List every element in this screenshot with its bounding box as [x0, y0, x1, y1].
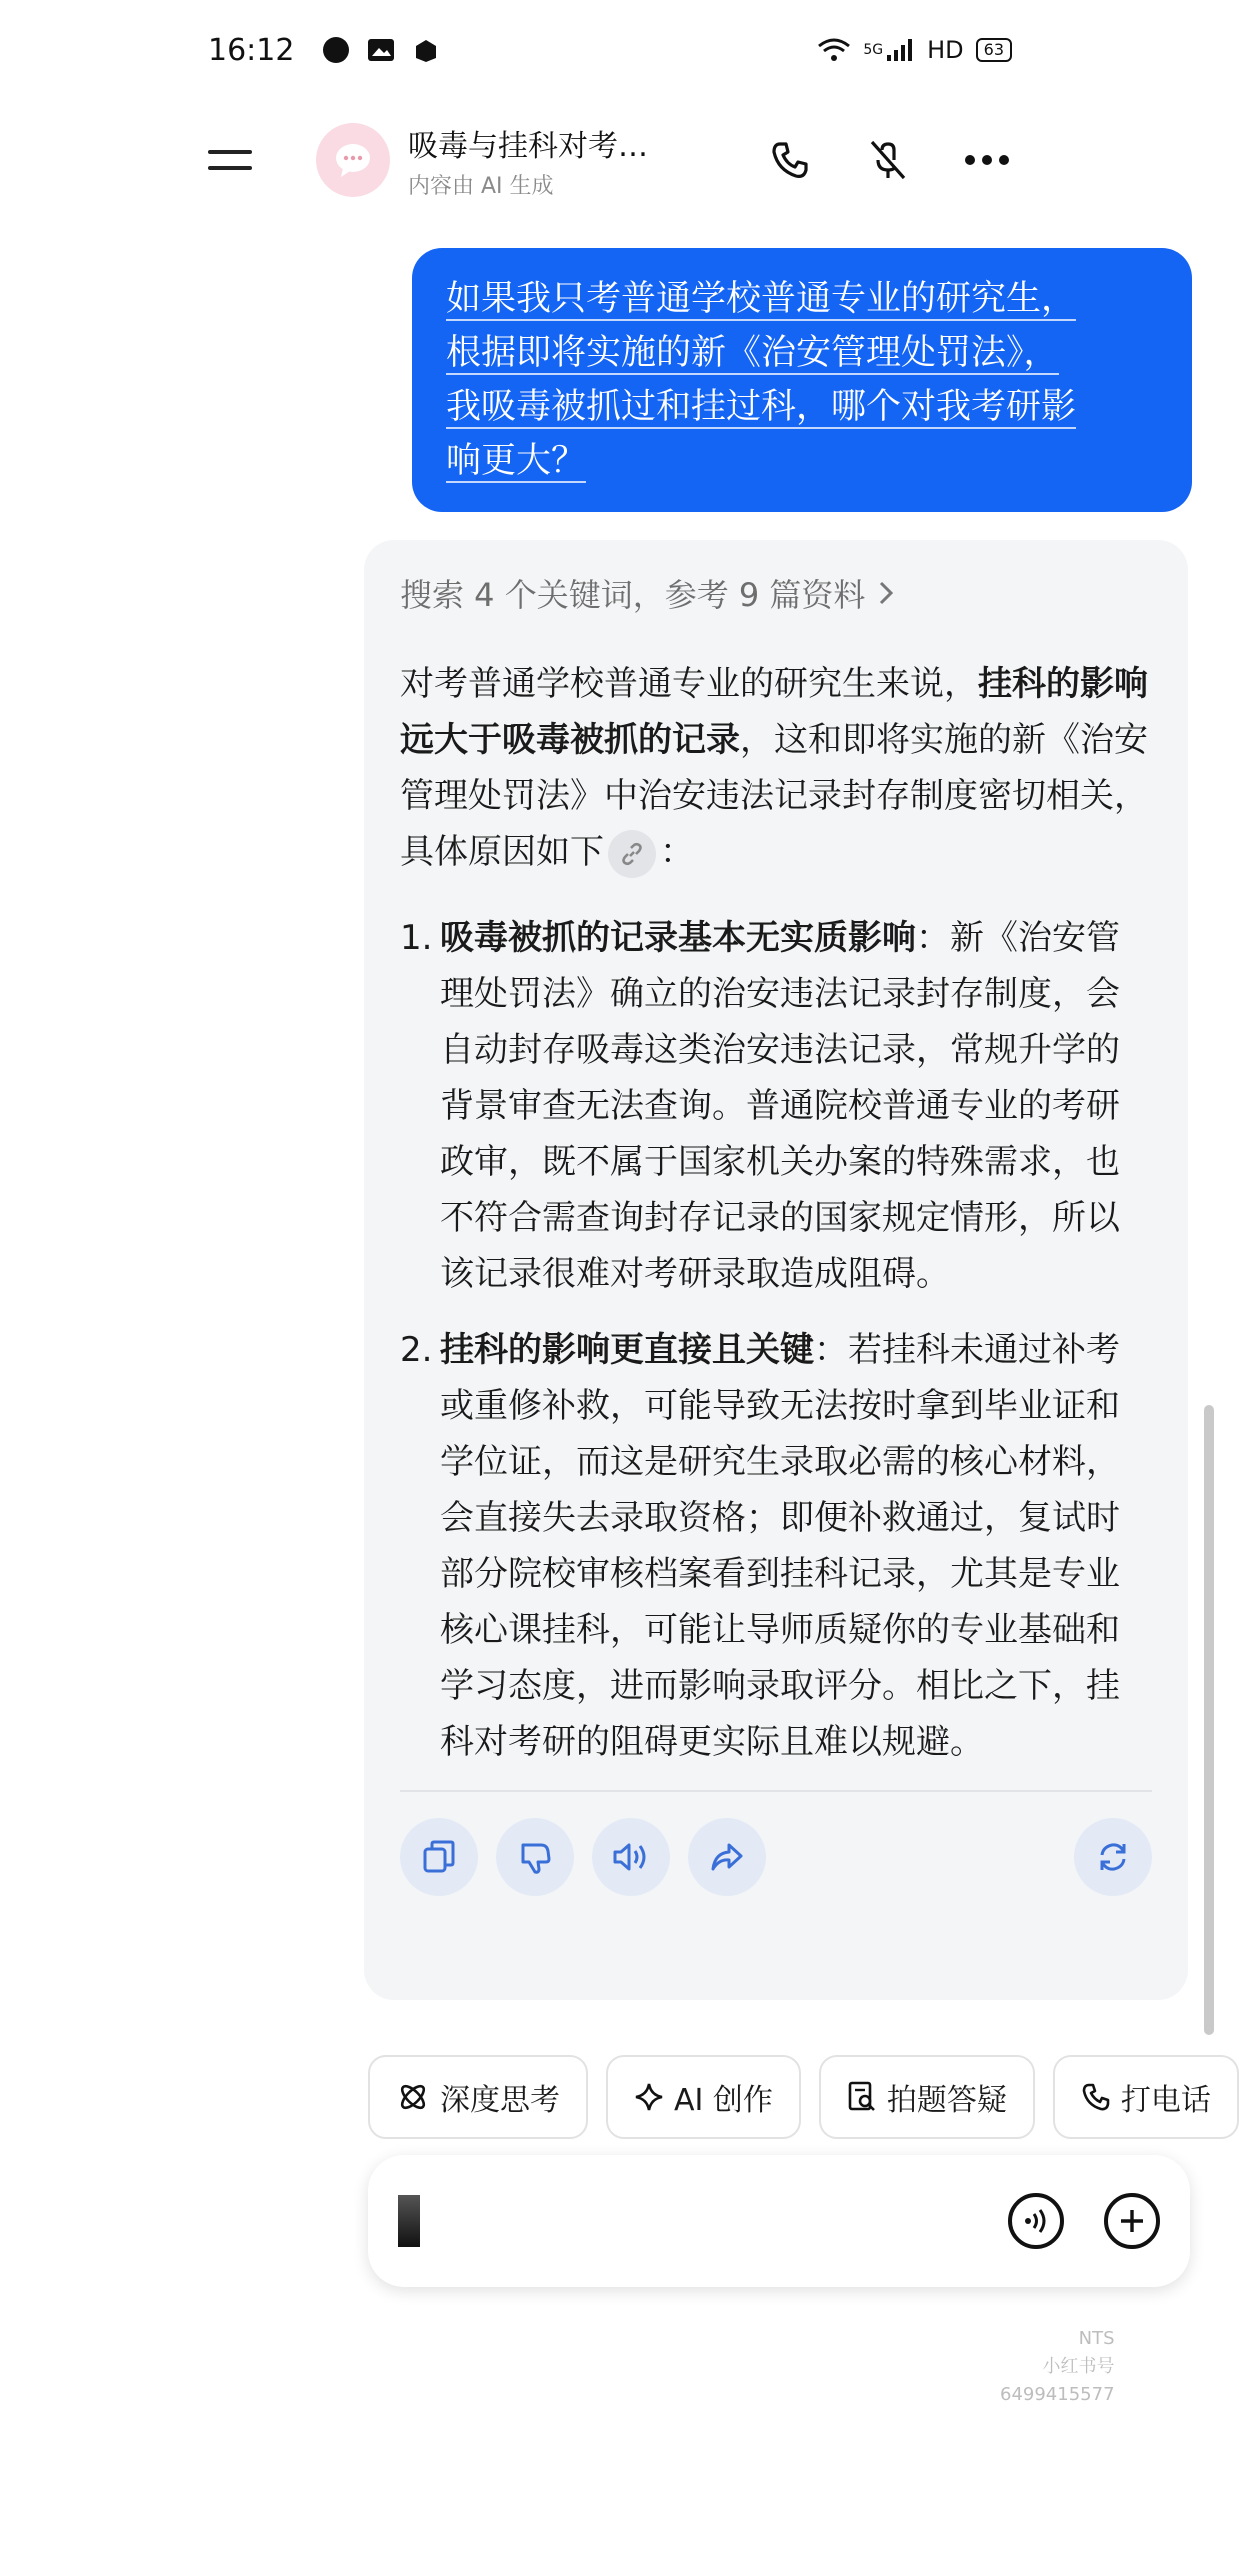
share-arrow-icon: [709, 1839, 745, 1875]
thumbs-down-icon: [517, 1839, 553, 1875]
deep-thinking-chip[interactable]: [368, 2055, 588, 2139]
intro-text: 对考普通学校普通专业的研究生来说，: [400, 664, 978, 704]
phone-call-icon[interactable]: [768, 138, 812, 182]
chat-header: [180, 110, 1040, 210]
sound-wave-icon: [1021, 2206, 1051, 2236]
chip-label: 打电话: [1120, 2083, 1211, 2118]
phone-call-chip[interactable]: [1053, 2055, 1239, 2139]
header-actions: [768, 138, 1010, 182]
plus-icon: [1118, 2207, 1146, 2235]
answer-point: [400, 1322, 1152, 1770]
chevron-right-icon: [877, 579, 895, 607]
status-bar: [208, 28, 1012, 72]
point-content: [440, 910, 1152, 1302]
chat-title-block[interactable]: [408, 121, 648, 200]
add-attachment-button[interactable]: [1104, 2193, 1160, 2249]
image-notification-icon: [366, 36, 396, 64]
more-options-icon[interactable]: [964, 154, 1010, 166]
dislike-button[interactable]: [496, 1818, 574, 1896]
point-heading: 吸毒被抓的记录基本无实质影响: [440, 918, 916, 958]
point-number: 1.: [400, 918, 433, 958]
point-heading: 挂科的影响更直接且关键: [440, 1330, 814, 1370]
search-summary-text: 搜索 4 个关键词，参考 9 篇资料: [400, 576, 866, 614]
watermark-line: NTS: [1078, 2328, 1115, 2349]
circle-notification-icon: [322, 36, 350, 64]
reference-link-chip[interactable]: [608, 830, 656, 878]
document-search-icon: [847, 2080, 877, 2114]
user-message-bubble[interactable]: [412, 248, 1192, 512]
watermark: [1000, 2325, 1115, 2409]
link-icon: [619, 841, 645, 867]
copy-button[interactable]: [400, 1818, 478, 1896]
intro-colon: ：: [660, 832, 694, 872]
answer-intro: [400, 656, 1152, 880]
status-right: [817, 36, 1012, 64]
point-number: 2.: [400, 1330, 433, 1370]
user-message-line: 我吸毒被抓过和挂过科，哪个对我考研影: [446, 387, 1077, 427]
actions-divider: [400, 1790, 1152, 1792]
phone-screen: [180, 0, 1211, 2560]
message-input[interactable]: [434, 2204, 1008, 2239]
response-actions: [400, 1818, 1152, 1896]
mute-icon[interactable]: [866, 138, 910, 182]
refresh-icon: [1095, 1839, 1131, 1875]
regenerate-button[interactable]: [1074, 1818, 1152, 1896]
intro-bold-conclusion: 挂科的影响远大于吸毒被抓的记录: [400, 664, 1148, 760]
answer-point: [400, 910, 1152, 1302]
point-text: ：新《治安管理处罚法》确立的治安违法记录封存制度，会自动封存吸毒这类治安违法记录，常规升学的背景审查无法查询。普通院校普通专业的考研政审，既不属于国家机关办案的特殊需求，也不符合需查询封存记录的国家规定情形，所以该记录很难对考研录取造成阻碍。: [440, 918, 1120, 1294]
chip-label: 拍题答疑: [886, 2083, 1007, 2118]
share-button[interactable]: [688, 1818, 766, 1896]
assistant-avatar[interactable]: [316, 123, 390, 197]
user-message-line: 响更大？: [446, 441, 587, 481]
quick-actions: [368, 2055, 1220, 2139]
atom-icon: [396, 2080, 430, 2114]
app-notification-icon: [412, 36, 440, 64]
point-content: [440, 1322, 1152, 1770]
network-label: 5G: [863, 42, 884, 58]
chip-label: AI 创作: [674, 2083, 773, 2118]
voice-call-button[interactable]: [1008, 2193, 1064, 2249]
user-message-line: 如果我只考普通学校普通专业的研究生，: [446, 279, 1077, 319]
user-message-line: 根据即将实施的新《治安管理处罚法》，: [446, 333, 1059, 373]
point-text: ：若挂科未通过补考或重修补救，可能导致无法按时拿到毕业证和学位证，而这是研究生录取必需的核心材料，会直接失去录取资格；即便补救通过，复试时部分院校审核档案看到挂科记录，尤其是专业核心课挂科，可能让导师质疑你的专业基础和学习态度，进而影响录取评分。相比之下，挂科对考研的阻碍更实际且难以规避。: [440, 1330, 1120, 1762]
wifi-icon: [817, 37, 851, 63]
message-input-bar: [368, 2155, 1190, 2287]
search-summary[interactable]: [400, 570, 1152, 616]
phone-icon: [1081, 2082, 1111, 2112]
answer-points-list: [400, 910, 1152, 1770]
ai-generated-note: 内容由 AI 生成: [408, 173, 554, 199]
intro-text-cont: ，这和即将实施的新《治安管理处罚法》中治安违法记录封存制度密切相关，具体原因如下: [400, 720, 1148, 872]
ai-response-card: [364, 540, 1188, 2000]
signal-icon: [885, 37, 915, 63]
photo-question-chip[interactable]: [819, 2055, 1035, 2139]
input-actions: [1008, 2193, 1160, 2249]
scrollbar[interactable]: [1204, 1405, 1214, 2035]
battery-indicator: 63: [976, 38, 1012, 62]
hd-label: HD: [927, 36, 964, 64]
ai-create-chip[interactable]: [606, 2055, 801, 2139]
sparkle-icon: [634, 2082, 664, 2112]
text-cursor: [398, 2195, 420, 2247]
chat-bubble-icon: [333, 140, 373, 180]
menu-button[interactable]: [208, 130, 268, 190]
copy-icon: [421, 1839, 457, 1875]
read-aloud-button[interactable]: [592, 1818, 670, 1896]
notification-icons: [322, 36, 440, 64]
watermark-line: 小红书号 6499415577: [1000, 2356, 1115, 2405]
speaker-icon: [611, 1839, 651, 1875]
status-time: 16:12: [208, 32, 295, 68]
chip-label: 深度思考: [440, 2083, 560, 2118]
chat-title: 吸毒与挂科对考…: [408, 128, 648, 164]
